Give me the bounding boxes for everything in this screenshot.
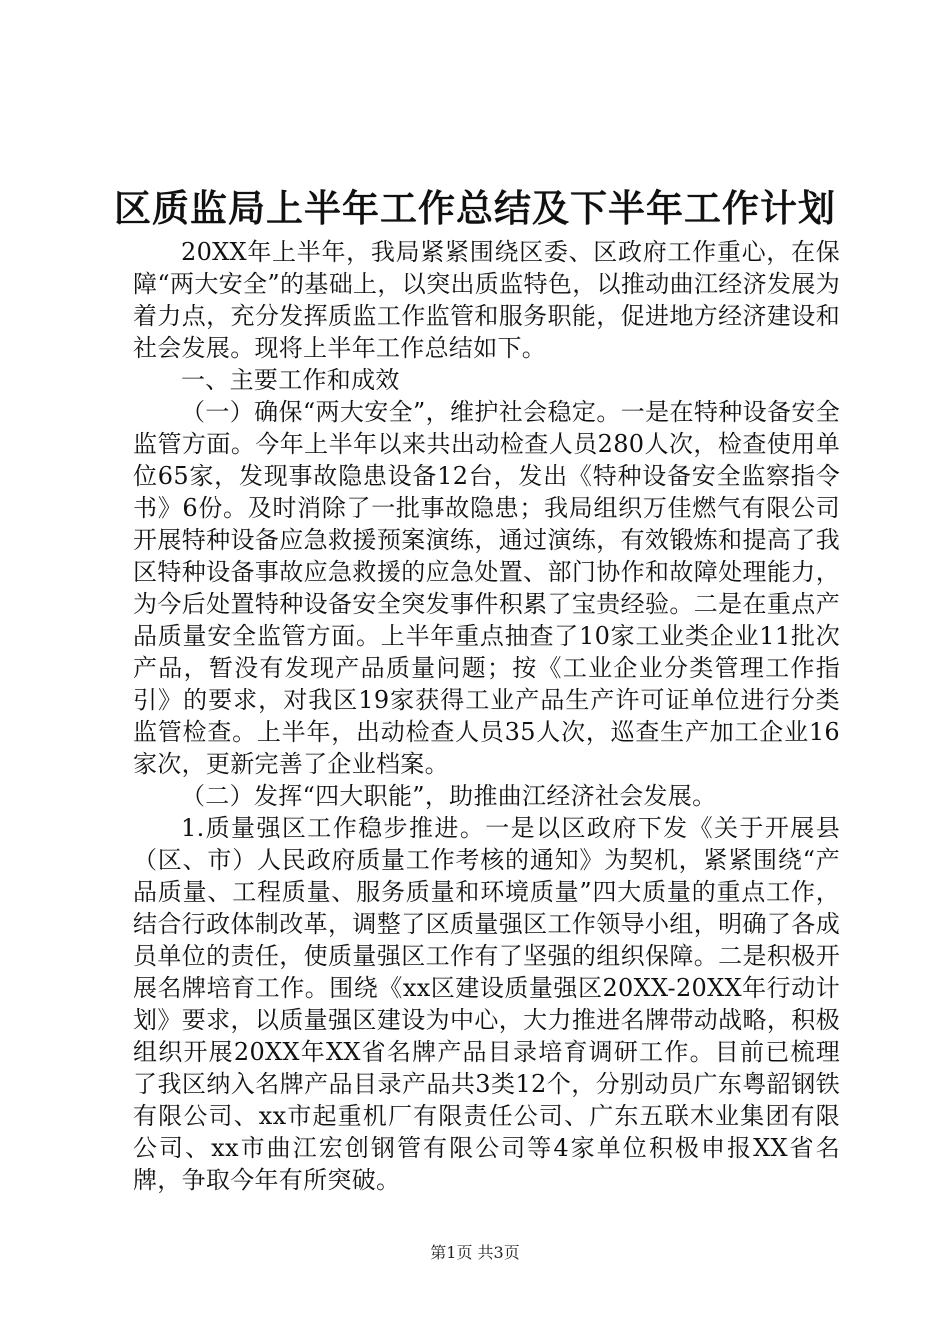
paragraph-quality: 1.质量强区工作稳步推进。一是以区政府下发《关于开展县（区、市）人民政府质量工作考核的通知》为契机，紧紧围绕“产品质量、工程质量、服务质量和环境质量”四大质量的重点工作，结合行政体制改革，调整了区质量强区工作领导小组，明确了各成员单位的责任，使质量强区工作有了坚强的组织保障。二是积极开展名牌培育工作。围绕《xx区建设质量强区20XX-20XX年行动计划》要求，以质量强区建设为中心，大力推进名牌带动战略，积极组织开展20XX年XX省名牌产品目录培育调研工作。目前已梳理了我区纳入名牌产品目录产品共3类12个，分别动员广东粤韶钢铁有限公司、xx市起重机厂有限责任公司、广东五联木业集团有限公司、xx市曲江宏创钢管有限公司等4家单位积极申报XX省名牌，争取今年有所突破。: [133, 814, 840, 1194]
page-footer: 第1页 共3页: [430, 1243, 520, 1262]
paragraph-safety: （一）确保“两大安全”，维护社会稳定。一是在特种设备安全监管方面。今年上半年以来共出动检查人员280人次，检查使用单位65家，发现事故隐患设备12台，发出《特种设备安全监察指令书》6份。及时消除了一批事故隐患；我局组织万佳燃气有限公司开展特种设备应急救援预案演练，通过演练，有效锻炼和提高了我区特种设备事故应急救援的应急处置、部门协作和故障处理能力，为今后处置特种设备安全突发事件积累了宝贵经验。二是在重点产品质量安全监管方面。上半年重点抽查了10家工业类企业11批次产品，暂没有发现产品质量问题；按《工业企业分类管理工作指引》的要求，对我区19家获得工业产品生产许可证单位进行分类监管检查。上半年，出动检查人员35人次，巡查生产加工企业16家次，更新完善了企业档案。: [133, 398, 840, 778]
subsection-heading: （二）发挥“四大职能”，助推曲江经济社会发展。: [181, 782, 717, 810]
document-title: 区质监局上半年工作总结及下半年工作计划: [114, 186, 836, 230]
document-body: [133, 236, 840, 1196]
section-heading: 一、主要工作和成效: [181, 366, 400, 394]
paragraph-intro: 20XX年上半年，我局紧紧围绕区委、区政府工作重心，在保障“两大安全”的基础上，以突出质监特色，以推动曲江经济发展为着力点，充分发挥质监工作监管和服务职能，促进地方经济建设和社会发展。现将上半年工作总结如下。: [133, 238, 840, 362]
